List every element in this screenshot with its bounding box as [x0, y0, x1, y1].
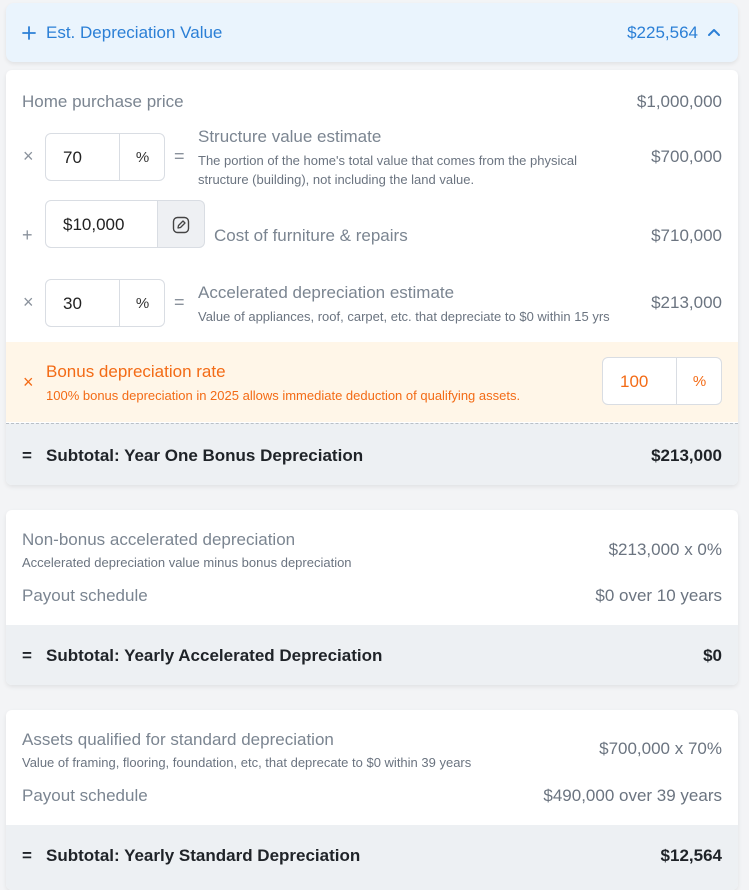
structure-value: $700,000: [651, 147, 722, 166]
edit-furniture-button[interactable]: [158, 200, 205, 248]
percent-unit: %: [135, 149, 150, 166]
edit-icon: [172, 216, 190, 234]
home-price-label: Home purchase price: [22, 92, 184, 111]
structure-description-2: structure (building), not including the land value.: [198, 172, 475, 187]
bonus-rate-unit-cell: [676, 358, 722, 404]
payout-value: $0 over 10 years: [595, 586, 722, 605]
nonbonus-value: $213,000 x 0%: [608, 540, 722, 559]
nonbonus-description: Accelerated depreciation value minus bonus depreciation: [22, 555, 352, 570]
payout-label: Payout schedule: [22, 586, 148, 605]
bonus-rate-label: Bonus depreciation rate: [46, 362, 226, 381]
depreciation-header[interactable]: [6, 3, 738, 62]
subtotal-bonus-label: Subtotal: Year One Bonus Depreciation: [46, 446, 364, 465]
accelerated-unit-cell: [119, 280, 165, 326]
subtotal-standard-row: [6, 825, 738, 890]
equals-operator: =: [174, 146, 185, 166]
subtotal-accelerated-row: [6, 625, 738, 685]
subtotal-standard-value: $12,564: [660, 846, 722, 865]
standard-value: $700,000 x 70%: [599, 739, 722, 758]
furniture-cost-input[interactable]: [45, 200, 158, 248]
payout-label-2: Payout schedule: [22, 786, 148, 805]
accelerated-depreciation-card: [6, 510, 738, 685]
bonus-rate-input[interactable]: [602, 357, 722, 405]
multiply-operator-2: ×: [23, 292, 34, 312]
accelerated-value: $213,000: [651, 293, 722, 312]
bonus-rate-description: 100% bonus depreciation in 2025 allows immediate deduction of qualifying assets.: [46, 388, 521, 403]
subtotal-bonus-value: $213,000: [651, 446, 722, 465]
bonus-depreciation-card: [6, 70, 738, 485]
percent-unit-2: %: [135, 295, 150, 312]
bonus-rate-band: [6, 342, 738, 422]
multiply-operator-3: ×: [23, 372, 34, 392]
payout-value-2: $490,000 over 39 years: [543, 786, 722, 805]
plus-operator: +: [22, 225, 33, 245]
accelerated-percent-input[interactable]: [45, 279, 165, 327]
furniture-label: Cost of furniture & repairs: [214, 226, 408, 245]
subtotal-accelerated-value: $0: [703, 646, 722, 665]
standard-depreciation-card: [6, 710, 738, 890]
multiply-operator: ×: [23, 146, 34, 166]
standard-description: Value of framing, flooring, foundation, etc, that deprecate to $0 within 39 years: [22, 755, 472, 770]
subtotal-bonus-row: [6, 423, 738, 485]
header-title: Est. Depreciation Value: [46, 23, 223, 42]
standard-label: Assets qualified for standard depreciation: [22, 730, 334, 749]
structure-unit-cell: [119, 134, 165, 180]
structure-percent-value: 70: [63, 148, 82, 167]
header-value: $225,564: [627, 23, 698, 42]
subtotal-standard-label: Subtotal: Yearly Standard Depreciation: [46, 846, 361, 865]
structure-description-1: The portion of the home's total value that comes from the physical: [198, 153, 577, 168]
percent-unit-3: %: [692, 373, 707, 390]
bonus-rate-value: 100: [620, 372, 649, 391]
chevron-up-icon[interactable]: [707, 27, 721, 37]
accelerated-label: Accelerated depreciation estimate: [198, 283, 455, 302]
subtotal-accelerated-label: Subtotal: Yearly Accelerated Depreciation: [46, 646, 383, 665]
equals-operator-2: =: [174, 292, 185, 312]
structure-percent-input[interactable]: [45, 133, 165, 181]
subtotal-equals-2: =: [22, 646, 32, 665]
subtotal-equals: =: [22, 446, 32, 465]
accelerated-percent-value: 30: [63, 294, 82, 313]
accelerated-description: Value of appliances, roof, carpet, etc. that depreciate to $0 within 15 yrs: [198, 309, 610, 324]
plus-icon: [22, 26, 36, 40]
furniture-value: $710,000: [651, 226, 722, 245]
nonbonus-label: Non-bonus accelerated depreciation: [22, 530, 296, 549]
furniture-cost-value: $10,000: [63, 215, 125, 234]
home-price-value: $1,000,000: [636, 92, 722, 111]
structure-label: Structure value estimate: [198, 127, 382, 146]
subtotal-equals-3: =: [22, 846, 32, 865]
